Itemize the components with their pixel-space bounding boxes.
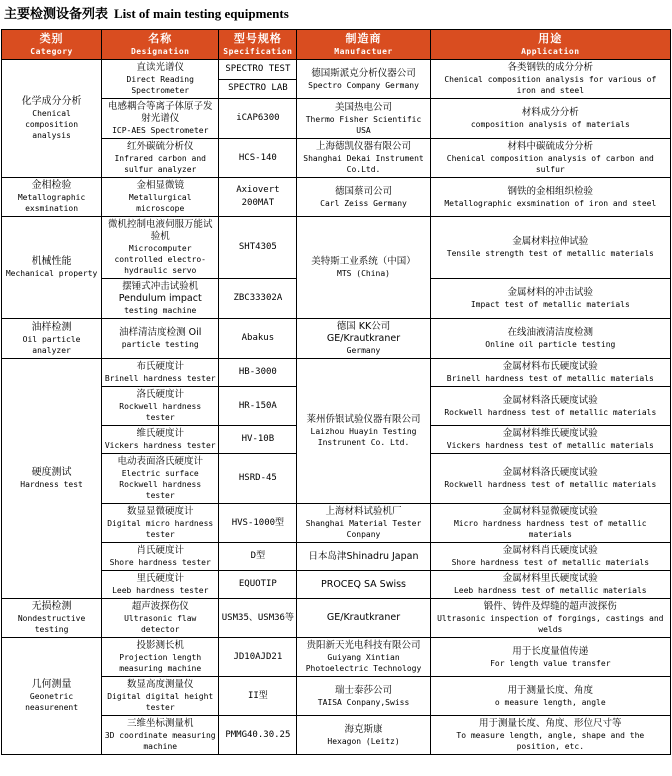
application-cell <box>430 217 670 279</box>
category-cell <box>2 178 102 217</box>
categories.0.rows.2.manufacturer-cn: 上海德凯仪器有限公司 <box>316 141 412 152</box>
categories.0.rows.1.application-en: composition analysis of materials <box>470 120 630 129</box>
categories.4.rows.4.spec-en: HVS-1000型 <box>231 517 285 528</box>
categories.0.rows.1.manufacturer-en: Thermo Fisher Scientific USA <box>305 114 422 135</box>
categories.6.rows.1.manufacturer-cn: 瑞士泰莎公司 <box>335 684 393 696</box>
specification-cell <box>219 599 297 638</box>
specification-cell <box>219 79 297 99</box>
specification-cell <box>219 716 297 755</box>
categories.4.rows.4.application-en: Micro hardness hardness test of metallic materials <box>453 519 647 539</box>
specification-cell <box>219 638 297 677</box>
categories.4.rows.4.manufacturer-cn: 上海材料试验机厂 <box>325 506 402 517</box>
table-row <box>2 504 671 543</box>
categories.6.rows.2.application-cn: 用于测量长度、角度、形位尺寸等 <box>479 718 622 729</box>
categories.6.rows.1.manufacturer-en: TAISA Conpany,Swiss <box>317 697 410 707</box>
categories.2.rows.0.manufacturer-cn: 美特斯工业系统（中国） <box>311 256 416 267</box>
application-cell <box>430 716 670 755</box>
categories.4.rows.5.designation-en: Shore hardness tester <box>109 558 211 567</box>
categories.6.rows.0.application-cn: 用于长度量值传递 <box>512 645 589 657</box>
manufacturer-cell <box>297 543 430 571</box>
manufacturer-cell <box>297 638 430 677</box>
application-cell <box>430 454 670 504</box>
categories.4.rows.1.application-cn: 金属材料洛氏硬度试验 <box>502 394 598 406</box>
categories.4.rows.3.application-en: Rockwell hardness test of metallic materials <box>444 480 657 489</box>
categories.1.rows.0.application-en: Metallographic exsmination of iron and steel <box>444 198 657 208</box>
categories.2-cn: 机械性能 <box>31 256 72 267</box>
designation-cell <box>102 638 219 677</box>
categories.2.rows.0.spec-en: SHT4305 <box>238 242 277 252</box>
categories.4.rows.5.application-en: Shore hardness test of metallic materials <box>451 558 650 567</box>
category-cell <box>2 319 102 359</box>
categories.6.rows.2.designation-cn: 三维坐标测量机 <box>126 718 194 729</box>
categories.4.rows.5.application-cn: 金属材料肖氏硬度试验 <box>502 545 598 556</box>
categories.4.rows.3.spec-en: HSRD-45 <box>238 473 277 483</box>
manufacturer-cell <box>297 178 430 217</box>
manufacturer-cell <box>297 359 430 504</box>
designation-cell <box>102 454 219 504</box>
manufacturer-cell <box>297 677 430 716</box>
categories.0.rows.1.spec-en: iCAP6300 <box>236 113 280 123</box>
categories.2-en: Mechanical property <box>5 269 98 278</box>
categories.5.rows.0.application-cn: 锻件、铸件及焊缝的超声波探伤 <box>483 601 617 612</box>
categories.6.rows.2.application-en: To measure length, angle, shape and the position, etc. <box>456 731 645 751</box>
application-cell <box>430 426 670 454</box>
application-cell <box>430 60 670 99</box>
categories.6.rows.1.spec-en: II型 <box>247 690 268 701</box>
manufacturer-cell <box>297 599 430 638</box>
manufacturer-cell <box>297 139 430 178</box>
categories.6.rows.0.manufacturer-en: Guiyang Xintian Photoelectric Technology <box>305 653 422 673</box>
table-body <box>2 60 671 755</box>
categories.5.rows.0.application-en: Ultrasonic inspection of forgings, castings and welds <box>437 614 664 634</box>
specification-cell <box>219 359 297 387</box>
column-header-designation-en: Designation <box>130 47 190 56</box>
designation-cell <box>102 543 219 571</box>
column-header-application <box>430 30 670 60</box>
categories.4.rows.0.designation-en: Brinell hardness tester <box>104 374 216 383</box>
application-cell <box>430 279 670 319</box>
designation-cell <box>102 716 219 755</box>
categories.4-cn: 硬度测试 <box>31 467 72 478</box>
specification-cell <box>219 217 297 279</box>
categories.2.rows.0.designation-cn: 微机控制电液伺服万能试验机 <box>107 219 213 242</box>
categories.0.rows.0.designation-cn: 直读光谱仪 <box>136 62 184 73</box>
column-header-specification-en: Specification <box>223 47 293 56</box>
categories.4.rows.2.application-en: Vickers hardness test of metallic materials <box>446 441 654 450</box>
categories.4.rows.4.application-cn: 金属材料显微硬度试验 <box>502 506 598 517</box>
categories.6.rows.0.manufacturer-cn: 贵阳新天光电科技有限公司 <box>306 640 421 651</box>
categories.0.rows.0.designation-en: Direct Reading Spectrometer <box>126 75 194 95</box>
application-cell <box>430 677 670 716</box>
categories.0.rows.0.spec_multi.1-en: SPECTRO LAB <box>228 83 288 94</box>
categories.4.rows.3.application-cn: 金属材料洛氏硬度试验 <box>502 467 598 478</box>
designation-cell <box>102 599 219 638</box>
page-title <box>0 0 672 29</box>
categories.4.rows.6.spec-en: EQUOTIP <box>238 579 277 589</box>
column-header-category <box>2 30 102 60</box>
categories.1.rows.0.manufacturer-en: Carl Zeiss Germany <box>320 198 407 208</box>
categories.0.rows.2.spec-en: HCS-140 <box>238 152 277 163</box>
categories.0.rows.1.designation-cn: 电感耦合等离子体原子发射光谱仪 <box>107 101 213 124</box>
categories.4.rows.0.application-cn: 金属材料布氏硬度试验 <box>502 361 598 372</box>
specification-cell <box>219 504 297 543</box>
categories.4.rows.0.application-en: Brinell hardness test of metallic materials <box>446 374 654 383</box>
categories.6.rows.1.application-cn: 用于测量长度、角度 <box>507 684 594 696</box>
categories.1-en: Metallographic exsmination <box>17 193 86 213</box>
categories.0.rows.1.application-cn: 材料成分分析 <box>521 107 579 118</box>
designation-cell <box>102 139 219 178</box>
designation-cell <box>102 178 219 217</box>
categories.6.rows.0.designation-cn: 投影测长机 <box>136 640 184 651</box>
categories.6.rows.1.application-en: o measure length, angle <box>494 697 606 707</box>
categories.6.rows.0.application-en: For length value transfer <box>490 658 611 668</box>
categories.6.rows.1.designation-cn: 数显高度测量仪 <box>126 679 194 690</box>
column-header-manufacturer <box>297 30 430 60</box>
column-header-designation <box>102 30 219 60</box>
categories.4.rows.2.spec-en: HV-10B <box>241 434 275 444</box>
table-row <box>2 716 671 755</box>
categories.5.rows.0.manufacturer-cn: GE/Krautkraner <box>326 612 401 623</box>
column-header-application-cn: 用途 <box>538 32 563 45</box>
categories.2.rows.1.designation-cn: 摆锤式冲击试验机Pendulum impact <box>118 281 202 304</box>
categories.6.rows.2.designation-en: 3D coordinate measuring machine <box>104 731 216 751</box>
categories.4.rows.0.manufacturer-en: Laizhou Huayin Testing Instrunent Co. Ltd. <box>310 427 417 447</box>
categories.3.rows.0.spec-en: Abakus <box>241 333 275 343</box>
column-header-category-en: Category <box>30 47 73 56</box>
categories.4.rows.4.manufacturer-en: Shanghai Material Tester Conpany <box>305 519 422 539</box>
categories.6-en: Geonetric neasurenent <box>25 692 79 712</box>
specification-cell <box>219 279 297 319</box>
table-row <box>2 571 671 599</box>
categories.3.rows.0.manufacturer-cn: 德国 KK公司 GE/Krautkraner <box>326 321 401 344</box>
categories.4.rows.6.designation-cn: 里氏硬度计 <box>136 573 184 584</box>
categories.4.rows.5.spec-en: D型 <box>250 551 266 561</box>
table-row <box>2 139 671 178</box>
column-header-manufacturer-en: Manufactuer <box>334 47 393 56</box>
column-header-designation-cn: 名称 <box>148 32 173 45</box>
categories.6.rows.1.designation-en: Digital digital height tester <box>107 692 214 712</box>
categories.2.rows.0.designation-en: Microcomputer controlled electro-hydraulic servo <box>114 244 206 275</box>
categories.2.rows.0.application-en: Tensile strength test of metallic materials <box>446 249 654 258</box>
categories.0.rows.2.application-cn: 材料中碳硫成分分析 <box>507 141 594 152</box>
table-row <box>2 217 671 279</box>
manufacturer-cell <box>297 60 430 99</box>
categories.5.rows.0.spec-en: USM35、USM36等 <box>221 612 294 623</box>
categories.4.rows.1.application-en: Rockwell hardness test of metallic materials <box>444 407 657 417</box>
categories.4.rows.6.application-cn: 金属材料里氏硬度试验 <box>502 573 598 584</box>
column-header-specification <box>219 30 297 60</box>
designation-cell <box>102 60 219 99</box>
manufacturer-cell <box>297 716 430 755</box>
specification-cell <box>219 99 297 139</box>
category-cell <box>2 638 102 755</box>
application-cell <box>430 99 670 139</box>
categories.0-en: Chenical composition analysis <box>25 109 79 140</box>
manufacturer-cell <box>297 504 430 543</box>
specification-cell <box>219 454 297 504</box>
specification-cell <box>219 677 297 716</box>
categories.0.rows.0.manufacturer-en: Spectro Company Germany <box>308 80 419 90</box>
categories.4.rows.5.designation-cn: 肖氏硬度计 <box>136 545 184 556</box>
categories.6.rows.0.spec-en: JD10AJD21 <box>233 651 283 662</box>
categories.0.rows.0.manufacturer-cn: 德国斯派克分析仪器公司 <box>311 67 416 79</box>
application-cell <box>430 571 670 599</box>
categories.5-cn: 无损检测 <box>31 601 72 612</box>
category-cell <box>2 359 102 599</box>
categories.2.rows.1.application-en: Impact test of metallic materials <box>470 300 630 309</box>
categories.1.rows.0.manufacturer-cn: 德国蔡司公司 <box>335 185 393 197</box>
categories.0.rows.2.manufacturer-en: Shanghai Dekai Instrument Co.Ltd. <box>303 154 424 174</box>
application-cell <box>430 359 670 387</box>
categories.2.rows.1.application-cn: 金属材料的冲击试验 <box>507 287 594 298</box>
application-cell <box>430 599 670 638</box>
column-header-specification-cn: 型号规格 <box>233 32 282 45</box>
category-cell <box>2 60 102 178</box>
header-row <box>2 30 671 60</box>
categories.2.rows.0.manufacturer-en: MTS (China) <box>337 269 390 278</box>
categories.4.rows.3.designation-en: Electric surface Rockwell hardness tester <box>119 469 202 500</box>
designation-cell <box>102 426 219 454</box>
equipment-table <box>1 29 671 755</box>
specification-cell <box>219 178 297 217</box>
categories.2.rows.1.spec-en: ZBC33302A <box>233 293 283 303</box>
table-row <box>2 99 671 139</box>
column-header-manufacturer-cn: 制造商 <box>345 32 382 45</box>
manufacturer-cell <box>297 571 430 599</box>
categories.4.rows.6.manufacturer-cn: PROCEQ SA Swiss <box>321 578 407 590</box>
categories.4.rows.6.designation-en: Leeb hardness tester <box>112 586 209 595</box>
categories.2.rows.0.application-cn: 金属材料拉伸试验 <box>512 236 589 247</box>
categories.4-en: Hardness test <box>20 480 83 489</box>
categories.4.rows.0.spec-en: HB-3000 <box>238 367 277 377</box>
application-cell <box>430 139 670 178</box>
table-row <box>2 60 671 80</box>
categories.3.rows.0.designation-en: particle testing <box>121 340 199 349</box>
categories.0.rows.2.designation-en: Infrared carbon and sulfur analyzer <box>114 154 206 174</box>
category-cell <box>2 217 102 319</box>
specification-cell <box>219 571 297 599</box>
designation-cell <box>102 571 219 599</box>
table-header <box>2 30 671 60</box>
specification-cell <box>219 426 297 454</box>
categories.2.rows.1.designation-en: testing machine <box>124 306 197 315</box>
categories.0.rows.2.designation-cn: 红外碳硫分析仪 <box>126 141 194 152</box>
categories.4.rows.5.manufacturer-cn: 日本岛津Shinadru Japan <box>308 550 419 562</box>
specification-cell <box>219 319 297 359</box>
categories.4.rows.2.designation-en: Vickers hardness tester <box>104 441 216 450</box>
categories.5-en: Nondestructive testing <box>17 614 86 634</box>
designation-cell <box>102 387 219 426</box>
category-cell <box>2 599 102 638</box>
categories.3.rows.0.designation-cn: 油样清洁度检测 Oil <box>119 327 202 338</box>
categories.4.rows.4.designation-cn: 数显显微硬度计 <box>126 506 194 517</box>
categories.6.rows.2.manufacturer-cn: 海克斯康 <box>344 723 383 735</box>
table-row <box>2 677 671 716</box>
categories.4.rows.4.designation-en: Digital micro hardness tester <box>107 519 214 539</box>
specification-cell <box>219 387 297 426</box>
table-row <box>2 359 671 387</box>
categories.0.rows.1.manufacturer-cn: 美国热电公司 <box>335 101 393 113</box>
specification-cell <box>219 139 297 178</box>
categories.6.rows.0.designation-en: Projection length measuring machine <box>119 653 202 673</box>
categories.3.rows.0.manufacturer-en: Germany <box>346 346 381 355</box>
categories.1.rows.0.application-cn: 钢铁的金相组织检验 <box>507 185 594 197</box>
designation-cell <box>102 359 219 387</box>
categories.4.rows.1.spec-en: HR-150A <box>238 400 277 411</box>
table-row <box>2 319 671 359</box>
categories.0.rows.0.application-en: Chenical composition analysis for various of iron and steel <box>444 75 657 95</box>
categories.6-cn: 几何测量 <box>31 679 72 690</box>
column-header-category-cn: 类别 <box>39 32 64 45</box>
table-row <box>2 599 671 638</box>
designation-cell <box>102 504 219 543</box>
table-row <box>2 178 671 217</box>
page-title-en: List of main testing equipments <box>114 6 289 21</box>
categories.4.rows.0.designation-cn: 布氏硬度计 <box>136 361 184 372</box>
categories.0.rows.1.designation-en: ICP-AES Spectrometer <box>112 126 209 135</box>
application-cell <box>430 178 670 217</box>
categories.3.rows.0.application-en: Online oil particle testing <box>485 340 616 349</box>
designation-cell <box>102 677 219 716</box>
specification-cell <box>219 543 297 571</box>
designation-cell <box>102 319 219 359</box>
manufacturer-cell <box>297 319 430 359</box>
categories.0.rows.0.application-cn: 各类钢铁的成分分析 <box>507 62 594 73</box>
manufacturer-cell <box>297 217 430 319</box>
categories.4.rows.0.manufacturer-cn: 莱州侨银试验仪器有限公司 <box>306 414 421 425</box>
designation-cell <box>102 99 219 139</box>
application-cell <box>430 504 670 543</box>
categories.1.rows.0.spec-en: Axiovert 200MAT <box>236 185 280 208</box>
categories.3-cn: 油样检测 <box>31 321 72 333</box>
categories.0.rows.2.application-en: Chenical composition analysis of carbon and sulfur <box>446 154 654 174</box>
categories.6.rows.2.manufacturer-en: Hexagon (Leitz) <box>327 736 400 746</box>
categories.1.rows.0.designation-en: Metallurgical microscope <box>128 193 192 213</box>
categories.1-cn: 金相检验 <box>31 180 72 191</box>
application-cell <box>430 543 670 571</box>
manufacturer-cell <box>297 99 430 139</box>
categories.3.rows.0.application-cn: 在线油液清洁度检测 <box>507 327 594 338</box>
categories.6.rows.2.spec-en: PMMG40.30.25 <box>225 729 291 740</box>
specification-cell <box>219 60 297 80</box>
categories.4.rows.6.application-en: Leeb hardness test of metallic materials <box>453 586 647 595</box>
application-cell <box>430 319 670 359</box>
categories.4.rows.1.designation-cn: 洛氏硬度计 <box>136 389 184 400</box>
categories.5.rows.0.designation-en: Ultrasonic flaw detector <box>124 614 197 634</box>
categories.3-en: Oil particle analyzer <box>22 334 81 355</box>
designation-cell <box>102 217 219 279</box>
categories.4.rows.1.designation-en: Rockwell hardness tester <box>119 402 202 422</box>
categories.4.rows.2.application-cn: 金属材料维氏硬度试验 <box>502 428 598 439</box>
column-header-application-en: Application <box>521 47 580 56</box>
categories.0-cn: 化学成分分析 <box>21 96 82 107</box>
application-cell <box>430 638 670 677</box>
designation-cell <box>102 279 219 319</box>
table-row <box>2 638 671 677</box>
categories.5.rows.0.designation-cn: 超声波探伤仪 <box>131 601 189 612</box>
categories.0.rows.0.spec_multi.0-en: SPECTRO TEST <box>225 63 291 74</box>
page-title-cn: 主要检测设备列表 <box>4 7 109 22</box>
categories.4.rows.2.designation-cn: 维氏硬度计 <box>136 428 184 439</box>
categories.4.rows.3.designation-cn: 电动表面洛氏硬度计 <box>117 456 203 467</box>
application-cell <box>430 387 670 426</box>
table-row <box>2 543 671 571</box>
categories.1.rows.0.designation-cn: 金相显微镜 <box>136 180 184 191</box>
